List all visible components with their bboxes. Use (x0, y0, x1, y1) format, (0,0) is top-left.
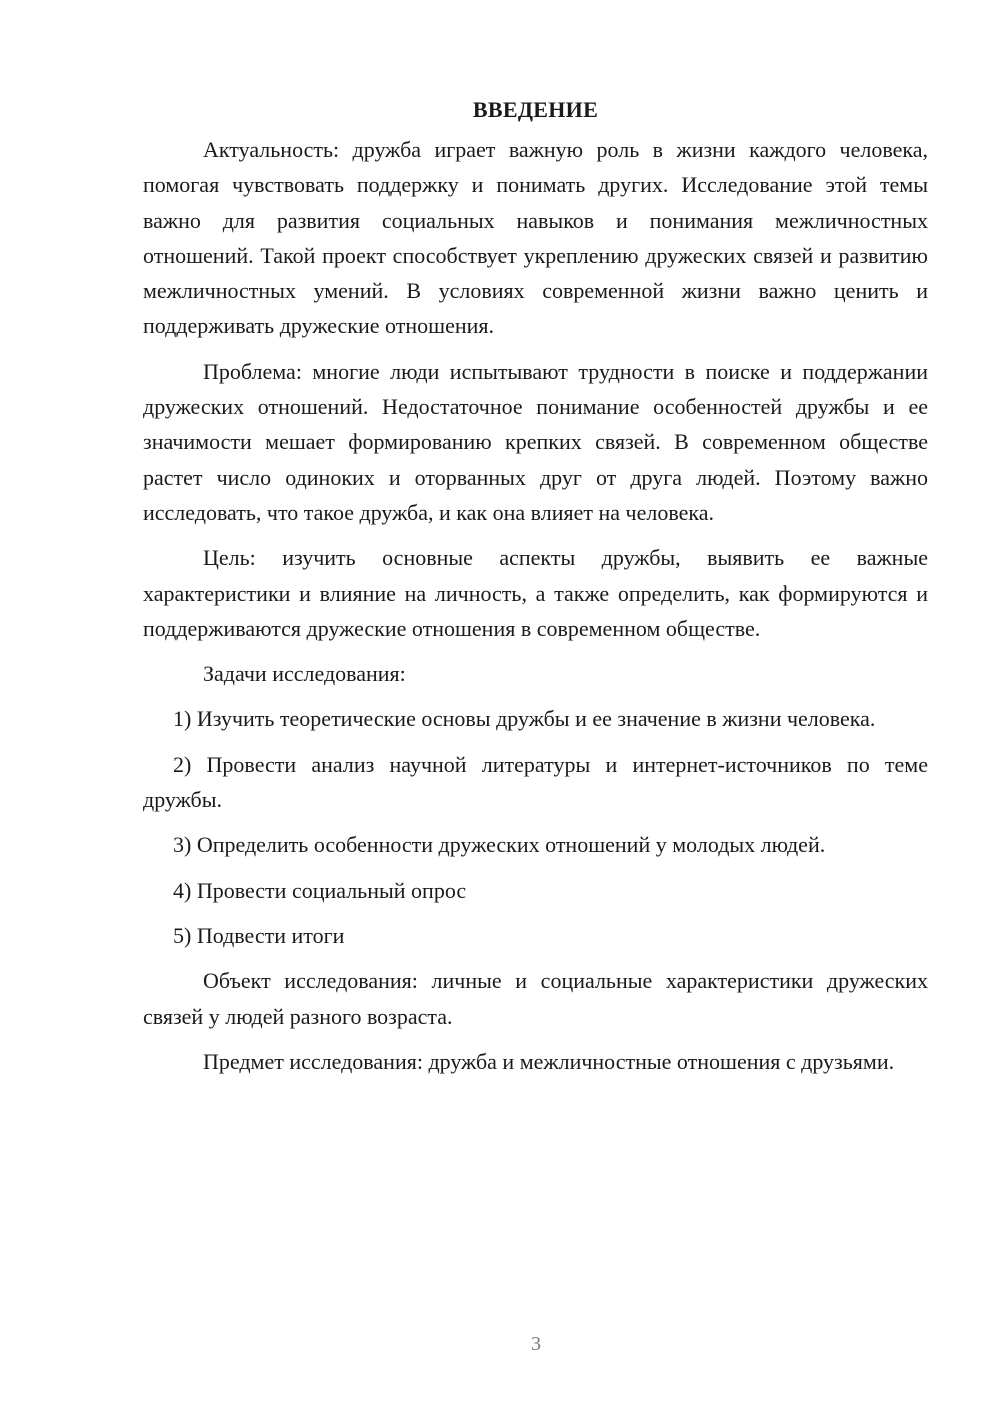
relevance-paragraph: Актуальность: дружба играет важную роль в жизни каждого человека, помогая чувствовать поддержку и понимать других. Исследование этой темы важно для развития социальных навыков и понимания межличностных отношений. Такой проект способствует укреплению дружеских связей и развитию межличностных умений. В условиях современной жизни важно ценить и поддерживать дружеские отношения. (143, 137, 928, 339)
task-item-1: 1) Изучить теоретические основы дружбы и ее значение в жизни человека. (173, 706, 876, 732)
page-content (143, 92, 928, 1089)
object-paragraph: Объект исследования: личные и социальные характеристики дружеских связей у людей разного возраста. (143, 968, 928, 1029)
subject-paragraph: Предмет исследования: дружба и межличностные отношения с друзьями. (203, 1048, 895, 1074)
tasks-list (143, 701, 928, 953)
task-item-3: 3) Определить особенности дружеских отношений у молодых людей. (173, 832, 826, 858)
goal-paragraph: Цель: изучить основные аспекты дружбы, выявить ее важные характеристики и влияние на личность, а также определить, как формируются и поддерживаются дружеские отношения в современном обществе. (143, 545, 928, 641)
tasks-label: Задачи исследования: (203, 661, 406, 687)
problem-paragraph: Проблема: многие люди испытывают трудности в поиске и поддержании дружеских отношений. Недостаточное понимание особенностей дружбы и ее значимости мешает формированию крепких связей. В современном обществе растет число одиноких и оторванных друг от друга людей. Поэтому важно исследовать, что такое дружба, и как она влияет на человека. (143, 358, 928, 525)
page-heading: ВВЕДЕНИЕ (472, 97, 599, 122)
task-item-2: 2) Провести анализ научной литературы и интернет-источников по теме дружбы. (143, 751, 928, 813)
task-item-5: 5) Подвести итоги (173, 922, 345, 948)
page-number: 3 (531, 1333, 541, 1355)
task-item-4: 4) Провести социальный опрос (173, 877, 467, 903)
